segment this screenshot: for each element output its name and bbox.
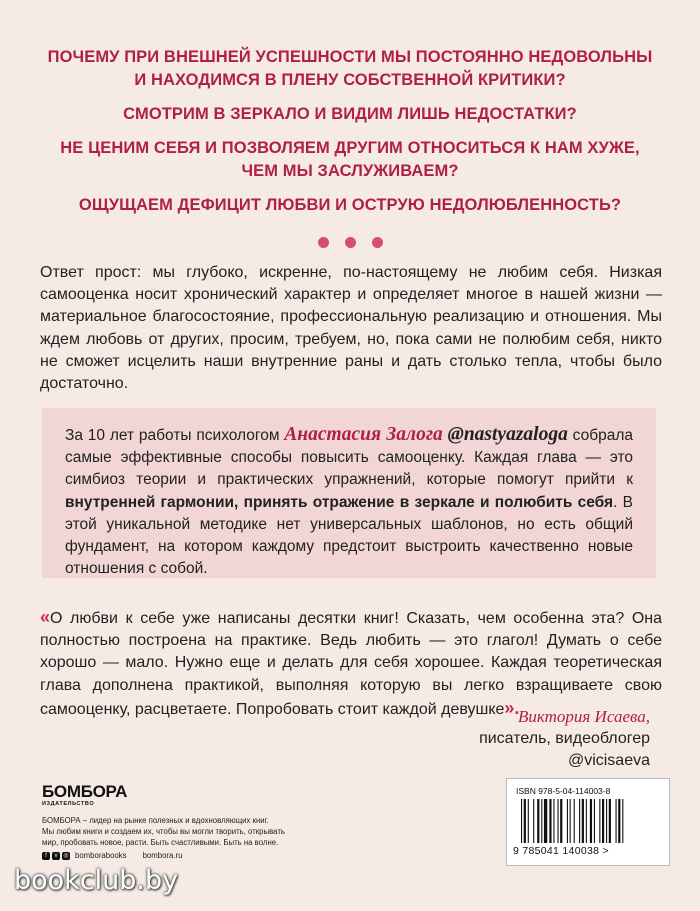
intro-paragraph: Ответ прост: мы глубоко, искренне, по-настоящему не любим себя. Низкая самооценка носит хронический характер и определяет многое в нашей жизни — материальное благосостояние, профессиональную реализацию и отношения. Мы ждем любовь от других, просим, требуем, но, пока сами не полюбим себя, никто не сможет исцелить наши внутренние раны и дать столько тепла, чтобы было достаточно. [40,264,662,393]
review-signature [479,706,650,772]
question: НЕ ЦЕНИМ СЕБЯ И ПОЗВОЛЯЕМ ДРУГИМ ОТНОСИТЬСЯ К НАМ ХУЖЕ, ЧЕМ МЫ ЗАСЛУЖИВАЕМ? [60,139,640,180]
barcode-digits: 9 785041 140038 > [513,845,609,857]
barcode-area [506,778,670,866]
social-handle: bomborabooks [75,851,127,860]
facebook-icon: f [42,852,50,860]
question: ОЩУЩАЕМ ДЕФИЦИТ ЛЮБВИ И ОСТРУЮ НЕДОЛЮБЛЕННОСТЬ? [78,196,622,214]
reviewer-handle: @vicisaeva [567,752,650,769]
dot-divider [0,235,700,253]
publisher-info [42,783,342,860]
review-quote: «О любви к себе уже написаны десятки книг! Сказать, чем особенна эта? Она полностью построена на практике. Ведь любить — это глагол! Думать о себе хорошо — мало. Нужно еще и делать для себя хорошее. Каждая теоретическая глава дополнена практикой, выполняя которую вы легко взращиваете свою самооценку, расцветаете. Попробовать стоит каждой девушке». [40,607,662,718]
vk-icon: v [52,852,60,860]
watermark: bookclub.by [14,865,179,896]
highlight-text: За 10 лет работы психологом Анастасия Залога @nastyazaloga собрала самые эффективные способы повысить самооценку. Каждая глава — это симбиоз теории и практических упражнений, которые помогут прийти к внутренней гармонии, принять отражение в зеркале и полюбить себя. В этой уникальной методике нет универсальных шаблонов, но есть общий фундамент, на котором каждому предстоит выстроить качественно новые отношения с собой. [65,424,634,578]
reviewer-role: писатель, видеоблогер [479,730,650,747]
barcode-icon [521,799,661,843]
dot-icon [318,237,329,248]
publisher-logo: БОМБОРА [42,782,128,801]
question: СМОТРИМ В ЗЕРКАЛО И ВИДИМ ЛИШЬ НЕДОСТАТКИ? [123,105,577,123]
quote-close-mark: ». [504,697,520,718]
author-handle: @nastyazaloga [447,424,568,445]
question: ПОЧЕМУ ПРИ ВНЕШНЕЙ УСПЕШНОСТИ МЫ ПОСТОЯННО НЕДОВОЛЬНЫ И НАХОДИМСЯ В ПЛЕНУ СОБСТВЕННОЙ КРИТИКИ? [47,48,653,89]
quote-open-mark: « [40,607,51,627]
question-list [20,46,680,228]
highlight-bold: внутренней гармонии, принять отражение в зеркале и полюбить себя [65,493,614,511]
publisher-logo-sub: ИЗДАТЕЛЬСТВО [42,801,95,807]
isbn-text: ISBN 978-5-04-114003-8 [516,786,611,796]
author-name: Анастасия Залога [284,424,443,445]
publisher-site: bombora.ru [142,851,183,860]
dot-icon [345,237,356,248]
publisher-socials [42,851,342,860]
publisher-description: БОМБОРА – лидер на рынке полезных и вдохновляющих книг. Мы любим книги и создаем их, чтобы вы могли творить, открывать мир, пробовать новое, расти. Быть счастливыми. Быть на волне. [42,816,285,847]
instagram-icon: ◎ [63,852,69,859]
dot-icon [372,237,383,248]
reviewer-name: Виктория Исаева, [518,707,650,726]
